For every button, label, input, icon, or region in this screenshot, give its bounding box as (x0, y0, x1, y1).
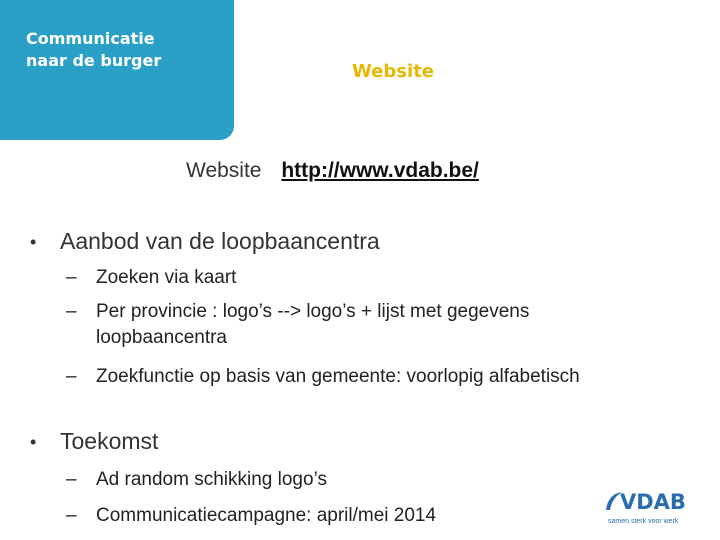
dash-icon: – (66, 469, 77, 490)
website-label: Website (186, 159, 262, 182)
logo-tagline: samen sterk voor werk (608, 518, 679, 525)
sub-item-text: Ad random schikking logo’s (96, 469, 327, 490)
sub-item-text: Communicatiecampagne: april/mei 2014 (96, 505, 437, 526)
sub-item-text: Per provincie : logo’s --> logo’s + lijst met gegevens loopbaancentra (96, 301, 530, 348)
corner-title-line2: naar de burger (26, 51, 162, 70)
corner-title (26, 28, 161, 72)
website-link[interactable]: http://www.vdab.be/ (281, 159, 479, 182)
bullet-icon: • (30, 432, 37, 452)
section-title: Website (352, 61, 435, 82)
corner-title-line1: Communicatie (26, 29, 155, 48)
dash-icon: – (66, 267, 77, 288)
dash-icon: – (66, 366, 77, 387)
dash-icon: – (66, 301, 77, 322)
header-corner-block (0, 0, 234, 140)
website-line (186, 159, 479, 183)
sub-item-text: Zoekfunctie op basis van gemeente: voorlopig alfabetisch (96, 366, 580, 387)
bullet-text: Aanbod van de loopbaancentra (60, 228, 380, 254)
bullet-text: Toekomst (60, 428, 159, 454)
vdab-logo (604, 490, 696, 528)
sub-item-text: Zoeken via kaart (96, 267, 237, 288)
dash-icon: – (66, 505, 77, 526)
bullet-icon: • (30, 232, 37, 252)
logo-text: VDAB (620, 490, 686, 514)
